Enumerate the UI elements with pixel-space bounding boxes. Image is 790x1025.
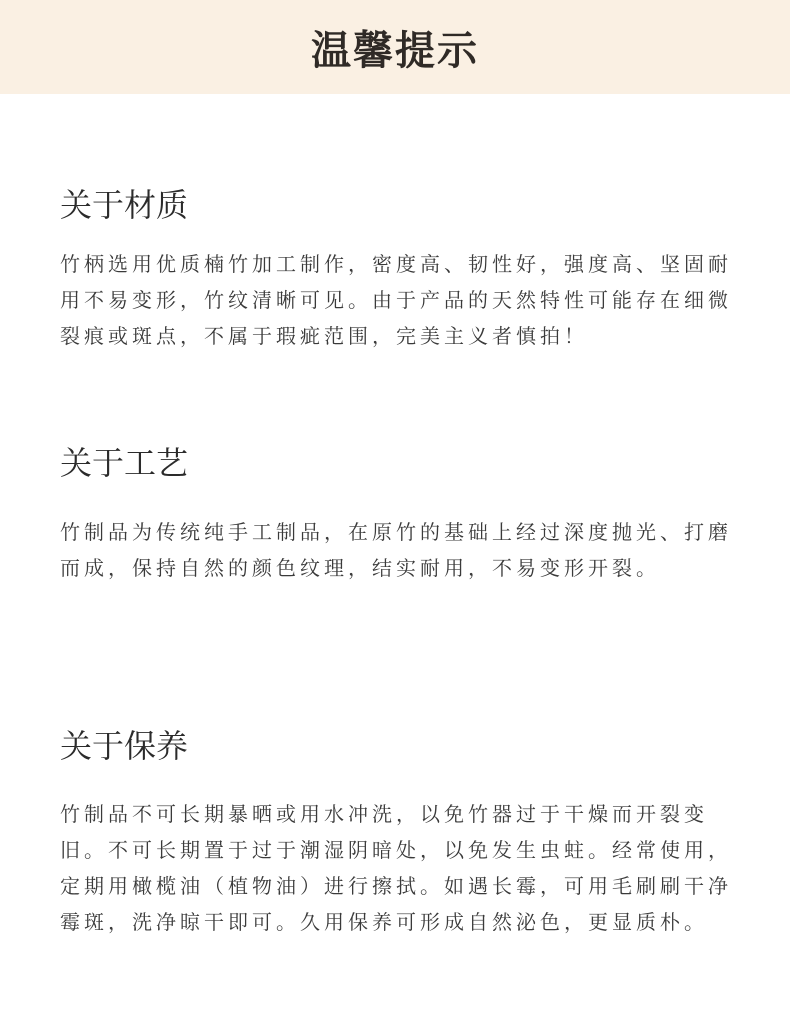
section-material xyxy=(60,185,750,354)
banner-title: 温馨提示 xyxy=(311,26,479,74)
section-care xyxy=(60,726,750,940)
section-heading-material: 关于材质 xyxy=(60,186,189,224)
tips-banner xyxy=(0,0,790,94)
section-craft xyxy=(60,443,750,586)
section-heading-care: 关于保养 xyxy=(60,727,189,765)
section-body-craft: 竹制品为传统纯手工制品，在原竹的基础上经过深度抛光、打磨而成，保持自然的颜色纹理，结实耐用，不易变形开裂。 xyxy=(60,520,732,580)
section-body-material: 竹柄选用优质楠竹加工制作，密度高、韧性好，强度高、坚固耐用不易变形，竹纹清晰可见。由于产品的天然特性可能存在细微裂痕或斑点，不属于瑕疵范围，完美主义者慎拍！ xyxy=(60,252,732,348)
section-heading-craft: 关于工艺 xyxy=(60,444,189,482)
section-body-care: 竹制品不可长期暴晒或用水冲洗，以免竹器过于干燥而开裂变旧。不可长期置于过于潮湿阴暗处，以免发生虫蛀。经常使用，定期用橄榄油（植物油）进行擦拭。如遇长霉，可用毛刷刷干净霉斑，洗净晾干即可。久用保养可形成自然泌色，更显质朴。 xyxy=(60,802,732,934)
